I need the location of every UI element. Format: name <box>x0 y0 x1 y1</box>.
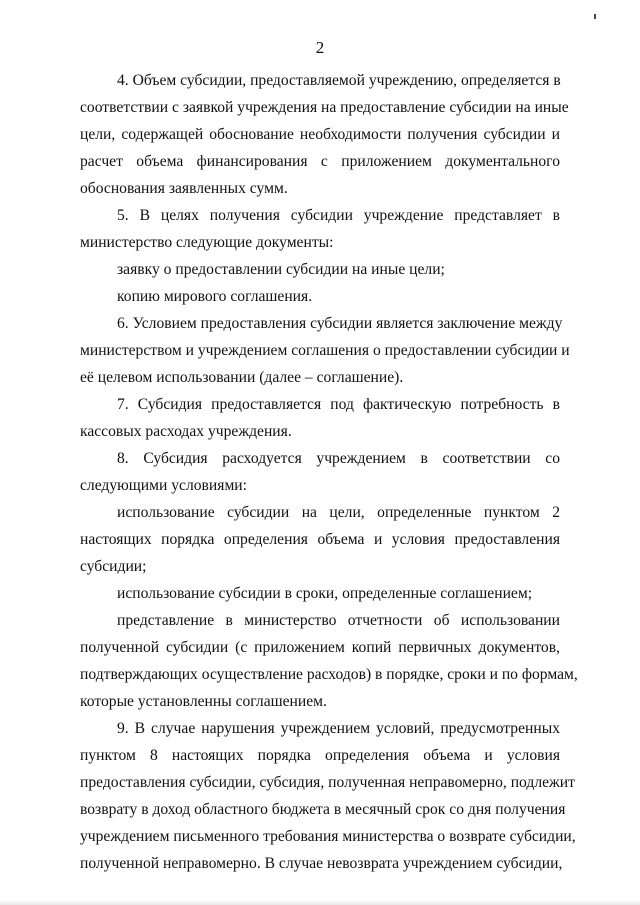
text-line: субсидии; <box>80 558 147 575</box>
text-line: копию мирового соглашения. <box>117 288 313 305</box>
scan-bottom-edge <box>0 900 640 905</box>
text-line: кассовых расходах учреждения. <box>80 423 292 440</box>
text-line: соответствии с заявкой учреждения на предоставление субсидии на иные <box>80 99 569 116</box>
text-line: 7. Субсидия предоставляется под фактическую потребность в <box>117 396 560 413</box>
text-line: предоставления субсидии, субсидия, полученная неправомерно, подлежит <box>80 774 575 791</box>
text-line: полученной неправомерно. В случае невозврата учреждением субсидии, <box>80 855 563 872</box>
scan-artifact-mark <box>594 14 596 19</box>
text-line: представление в министерство отчетности об использовании <box>117 612 560 629</box>
text-line: 9. В случае нарушения учреждением условий, предусмотренных <box>117 720 560 737</box>
text-line: подтверждающих осуществление расходов) в порядке, сроки и по формам, <box>80 666 578 683</box>
text-line: использование субсидии в сроки, определенные соглашением; <box>117 585 533 602</box>
text-line: заявку о предоставлении субсидии на иные цели; <box>117 261 445 278</box>
text-line: её целевом использовании (далее – соглашение). <box>80 369 404 386</box>
text-line: возврату в доход областного бюджета в месячный срок со дня получения <box>80 801 566 818</box>
text-line: 6. Условием предоставления субсидии является заключение между <box>117 315 563 332</box>
text-line: пунктом 8 настоящих порядка определения объема и условия <box>80 747 560 764</box>
text-line: обоснования заявленных сумм. <box>80 180 288 197</box>
text-line: министерство следующие документы: <box>80 234 334 251</box>
text-line: 8. Субсидия расходуется учреждением в соответствии со <box>117 450 560 467</box>
text-line: цели, содержащей обоснование необходимости получения субсидии и <box>80 126 560 143</box>
text-line: настоящих порядка определения объема и условия предоставления <box>80 531 560 548</box>
text-line: использование субсидии на цели, определенные пунктом 2 <box>117 504 560 521</box>
text-line: министерством и учреждением соглашения о предоставлении субсидии и <box>80 342 570 359</box>
text-line: которые установленны соглашением. <box>80 693 327 710</box>
page-number: 2 <box>315 38 325 57</box>
text-line: учреждением письменного требования министерства о возврате субсидии, <box>80 828 576 845</box>
text-line: полученной субсидии (с приложением копий первичных документов, <box>80 639 560 656</box>
text-line: 4. Объем субсидии, предоставляемой учреждению, определяется в <box>117 72 561 89</box>
text-line: 5. В целях получения субсидии учреждение представляет в <box>117 207 560 224</box>
text-line: расчет объема финансирования с приложением документального <box>80 153 560 170</box>
text-line: следующими условиями: <box>80 477 247 494</box>
